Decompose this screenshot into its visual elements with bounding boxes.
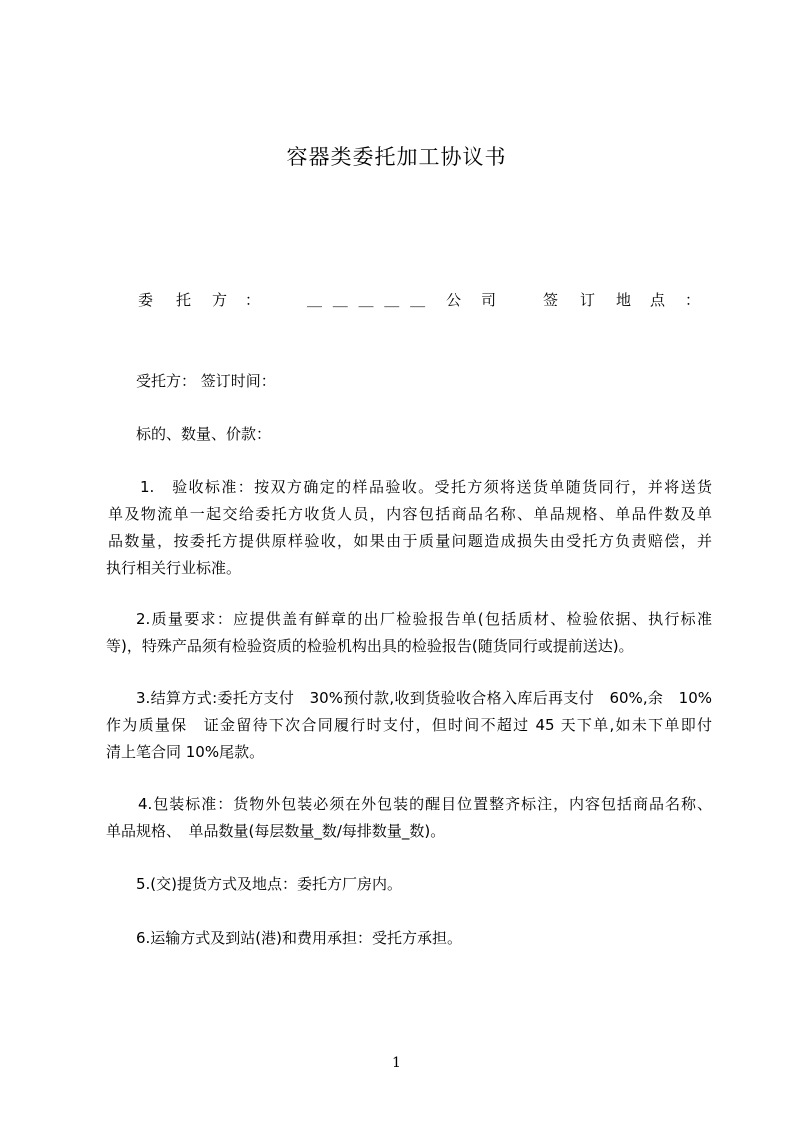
clause-4 [106, 791, 712, 845]
clause-line: 作为质量保 证金留待下次合同履行时支付，但时间不超过 45 天下单,如未下单即付 [106, 716, 712, 734]
clause-line: 清上笔合同 10%尾款。 [106, 743, 265, 761]
company-blank: ＿ ＿ ＿ ＿ ＿ [307, 291, 429, 309]
page-number: 1 [392, 1055, 401, 1071]
entrust-label-char: 方 [212, 291, 228, 309]
trustee-line: 受托方： 签订时间： [136, 372, 276, 390]
entrust-label-char: 托 [176, 291, 192, 309]
sign-place-char: ： [685, 291, 701, 309]
entrust-label-char: ： [245, 291, 261, 309]
clause-line: 5.(交)提货方式及地点：委托方厂房内。 [136, 875, 403, 893]
entrust-label-char: 委 [138, 291, 154, 309]
company-char: 公 [446, 291, 462, 309]
clause-line: 6.运输方式及到站(港)和费用承担：受托方承担。 [136, 929, 463, 947]
clause-6 [106, 925, 712, 952]
clause-line: 单及物流单一起交给委托方收货人员，内容包括商品名称、单品规格、单品件数及单 [108, 505, 712, 523]
header-row [0, 287, 793, 314]
clause-line: 1. 验收标准：按双方确定的样品验收。受托方须将送货单随货同行，并将送货 [140, 478, 712, 496]
clause-line: 3.结算方式:委托方支付 30%预付款,收到货验收合格入库后再支付 60%,余 10% [136, 689, 712, 707]
clause-line: 执行相关行业标准。 [106, 559, 242, 577]
sign-place-char: 订 [580, 291, 596, 309]
clause-line: 2.质量要求：应提供盖有鲜章的出厂检验报告单(包括质材、检验依据、执行标准 [136, 610, 712, 628]
clause-line: 等)，特殊产品须有检验资质的检验机构出具的检验报告(随货同行或提前送达)。 [106, 637, 634, 655]
sign-place-char: 点 [650, 291, 666, 309]
clause-line: 品数量，按委托方提供原样验收，如果由于质量问题造成损失由受托方负责赔偿，并 [108, 532, 712, 550]
clause-2 [106, 606, 712, 660]
clause-line: 4.包装标准：货物外包装必须在外包装的醒目位置整齐标注，内容包括商品名称、 [138, 795, 712, 813]
clause-5 [106, 871, 712, 898]
subject-line: 标的、数量、价款： [136, 425, 272, 443]
clause-1 [106, 474, 712, 582]
company-char: 司 [481, 291, 497, 309]
clause-line: 单品规格、 单品数量(每层数量_数/每排数量_数)。 [106, 822, 446, 840]
document-title: 容器类委托加工协议书 [286, 145, 507, 169]
sign-place-char: 签 [543, 291, 559, 309]
sign-place-char: 地 [616, 291, 632, 309]
clause-3 [106, 685, 712, 766]
